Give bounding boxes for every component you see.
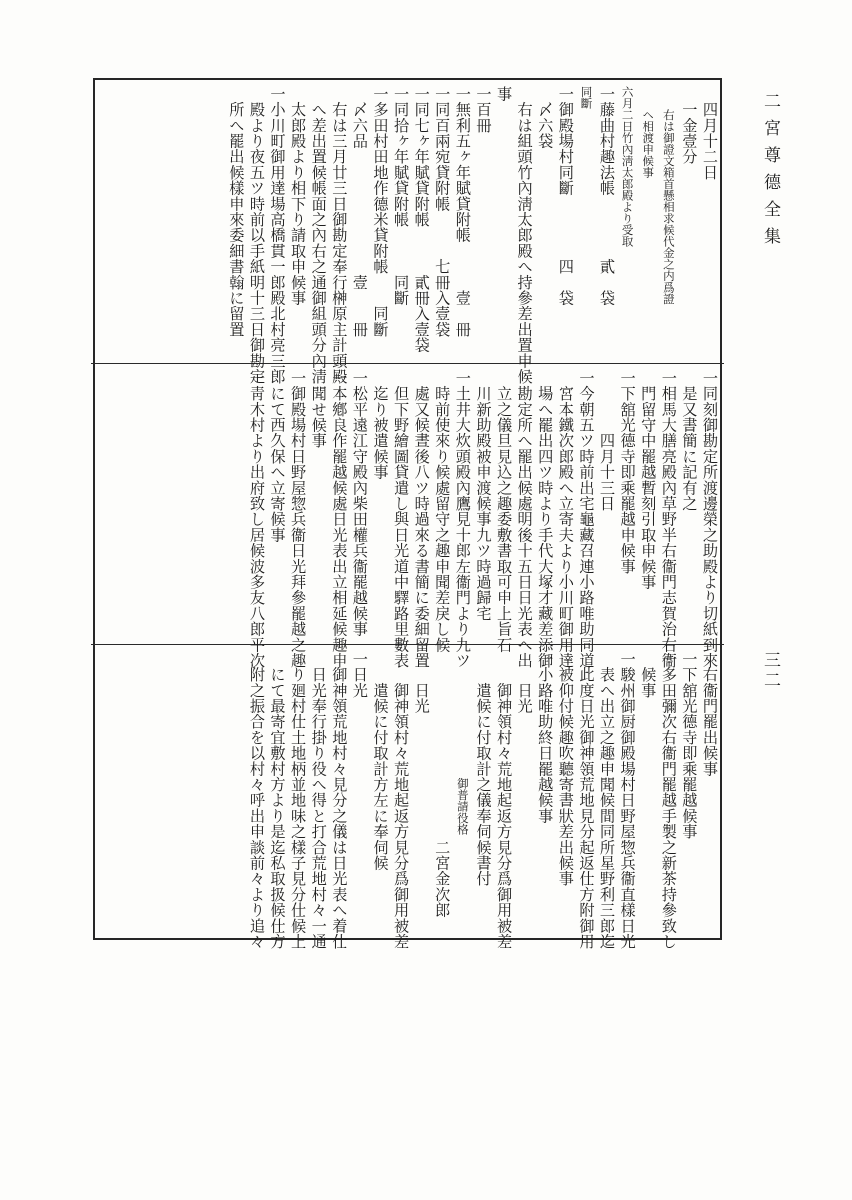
text-band-top <box>96 86 720 385</box>
text-column: 門留守中罷越暫刻引取申候事 <box>639 370 658 590</box>
text-column: 一無利五ヶ年賦貸附帳 壹 冊 <box>453 86 472 338</box>
text-column: 一相馬大膳亮殿內草野半右衞門志賀治右衞 <box>659 370 678 669</box>
text-column: 一松平遠江守殿內柴田權兵衞罷越候事 <box>350 370 369 637</box>
text-column: 一下舘光德寺即乘罷越候事 <box>680 651 699 840</box>
text-column: 立之儀旦見込之趣委敷書取可申上旨石 <box>495 370 514 653</box>
text-column: 候事 <box>639 651 658 699</box>
text-column: 同斷 <box>579 86 594 109</box>
text-column: 一下舘光德寺即乘罷越申候事 <box>618 370 637 575</box>
running-head: 二宮尊德全集 <box>760 92 780 254</box>
text-column: 一小路唯助終日罷越候事 <box>536 651 555 824</box>
text-column: 川新助殿被申渡候事九ツ時過歸宅 <box>474 370 493 622</box>
text-column: 但下野繪圖貸遣し與日光道中驛路里數表 <box>392 370 411 669</box>
text-column: 右は御證文箱首懸相求候代金之内爲證 <box>661 86 676 305</box>
text-column: 〆六袋 <box>536 86 555 149</box>
text-column: 聞せ候事 <box>309 370 328 449</box>
text-column: 附之振合を以村々呼出申談前々より追々 <box>247 651 266 950</box>
text-column: 一藤曲村趣法帳 貳 袋 <box>598 86 617 306</box>
text-column: 右衞門罷出候事 <box>701 651 719 777</box>
text-column: 一御殿場村日野屋惣兵衞日光拜參罷越之趣 <box>289 370 308 669</box>
text-column: 一多田村田地作德米貸附帳 同斷 <box>371 86 390 338</box>
text-column: 日光奉行掛り役へ得と打合荒地村々一通 <box>309 651 328 950</box>
text-column: 一小川町御用達場高橋貫一郎殿北村亮三郎 <box>268 86 287 385</box>
text-column: 太郎殿より相下り請取申候事 <box>289 86 308 306</box>
text-column: 四月十三日 <box>598 370 617 512</box>
text-column: 一金壹分 <box>680 86 699 165</box>
text-column: 宮本鐵次郎殿へ立寄夫より小川町御用達 <box>556 370 575 669</box>
text-column: 日光 <box>515 651 534 714</box>
text-column: 勘定所へ罷出候處明後十五日日光表へ出 <box>515 370 534 669</box>
text-column: ヘ相渡申候事 <box>641 86 656 178</box>
text-column: 日光 <box>412 651 431 714</box>
text-column: 一駿州御厨御殿場村日野屋惣兵衞直樣日光 <box>618 651 637 950</box>
text-column: 場へ罷出四ツ時より手代大塚才藏差添御 <box>536 370 555 669</box>
text-column: 一同刻御勘定所渡邊榮之助殿より切紙到來 <box>701 370 719 669</box>
text-column: 表へ出立之趣申聞候間同所星野利三郎迄 <box>598 651 617 950</box>
text-column: 〆六品 壹 冊 <box>350 86 369 338</box>
text-column: 迄り被遣候事 <box>371 370 390 480</box>
text-column: 一靑木村より出府致し居候波多友八郎平次 <box>247 370 266 669</box>
text-column: 四月十二日 <box>701 86 719 181</box>
text-column: 右は組頭竹內淸太郎殿へ持參差出置申候 <box>515 86 534 385</box>
text-column: 一同拾ヶ年賦貸附帳 同斷 <box>392 86 411 306</box>
text-column: 是又書簡に記有之 <box>680 370 699 512</box>
text-column: 一百冊 <box>474 86 493 134</box>
text-column: 一今朝五ツ時前出宅龜藏召連小路唯助同道 <box>577 370 596 669</box>
text-column: 所へ罷出候樣申來委細書翰に留置 <box>227 86 246 338</box>
text-column: にて最寄宜敷村方より是迄私取扱候仕方 <box>268 651 287 950</box>
text-column: 一同七ヶ年賦貸附帳 貳冊入壹袋 <box>412 86 431 353</box>
text-band-middle <box>96 370 720 669</box>
text-column: 六月二日竹內淸太郎殿より受取 <box>620 86 635 247</box>
text-column: 一本鄕良作罷越候處日光表出立相延候趣申 <box>330 370 349 669</box>
text-column: り廻村仕土地柄並地味之樣子見分仕候上 <box>289 651 308 950</box>
text-column: 御神領村々荒地起返方見分爲御用被差 <box>495 651 514 950</box>
text-column: にて西久保へ立寄候事 <box>268 370 287 543</box>
text-column: 一御殿場村同斷 四 袋 <box>556 86 575 306</box>
text-band-bottom <box>96 651 720 950</box>
text-column: 御神領荒地村々見分之儀は日光表へ着仕 <box>330 651 349 950</box>
band-divider <box>91 363 724 364</box>
text-column: 時前使來り候處留守之趣申聞差戾し候 <box>433 370 452 653</box>
text-column: 一土井大炊頭殿內鷹見十郎左衞門より九ツ <box>453 370 472 669</box>
text-column: 事 <box>495 86 514 102</box>
text-column: 御神領村々荒地起返方見分爲御用被差 <box>392 651 411 950</box>
text-column: 二宮金次郎 <box>433 651 452 918</box>
text-column: 遣候に付取計之儀奉伺候書付 <box>474 651 493 887</box>
text-column: 一多田彌次右衞門罷越手製之新茶持參致し <box>659 651 678 950</box>
text-column: 一日光 <box>350 651 369 699</box>
text-column: 殿より夜五ツ時前以手紙明十三日御勘定 <box>247 86 266 385</box>
text-column: 遣候に付取計方左に奉伺候 <box>371 651 390 871</box>
text-column: 被仰付候趣吹聽寄書狀差出候事 <box>556 651 575 887</box>
text-column: 一同百兩宛貸附帳 七冊入壹袋 <box>433 86 452 338</box>
page-number: 三二 <box>760 651 780 691</box>
text-column: 右は三月廿三日御勘定奉行榊原主計頭殿 <box>330 86 349 385</box>
text-column: 此度日光御神領荒地見分起返仕方附御用 <box>577 651 596 950</box>
text-column: 處又候晝後八ツ時過來る書簡に委細留置 <box>412 370 431 669</box>
text-column: へ差出置候帳面之內右之通御組頭分內淸 <box>309 86 328 385</box>
text-column: 御普請役格 <box>455 651 470 835</box>
